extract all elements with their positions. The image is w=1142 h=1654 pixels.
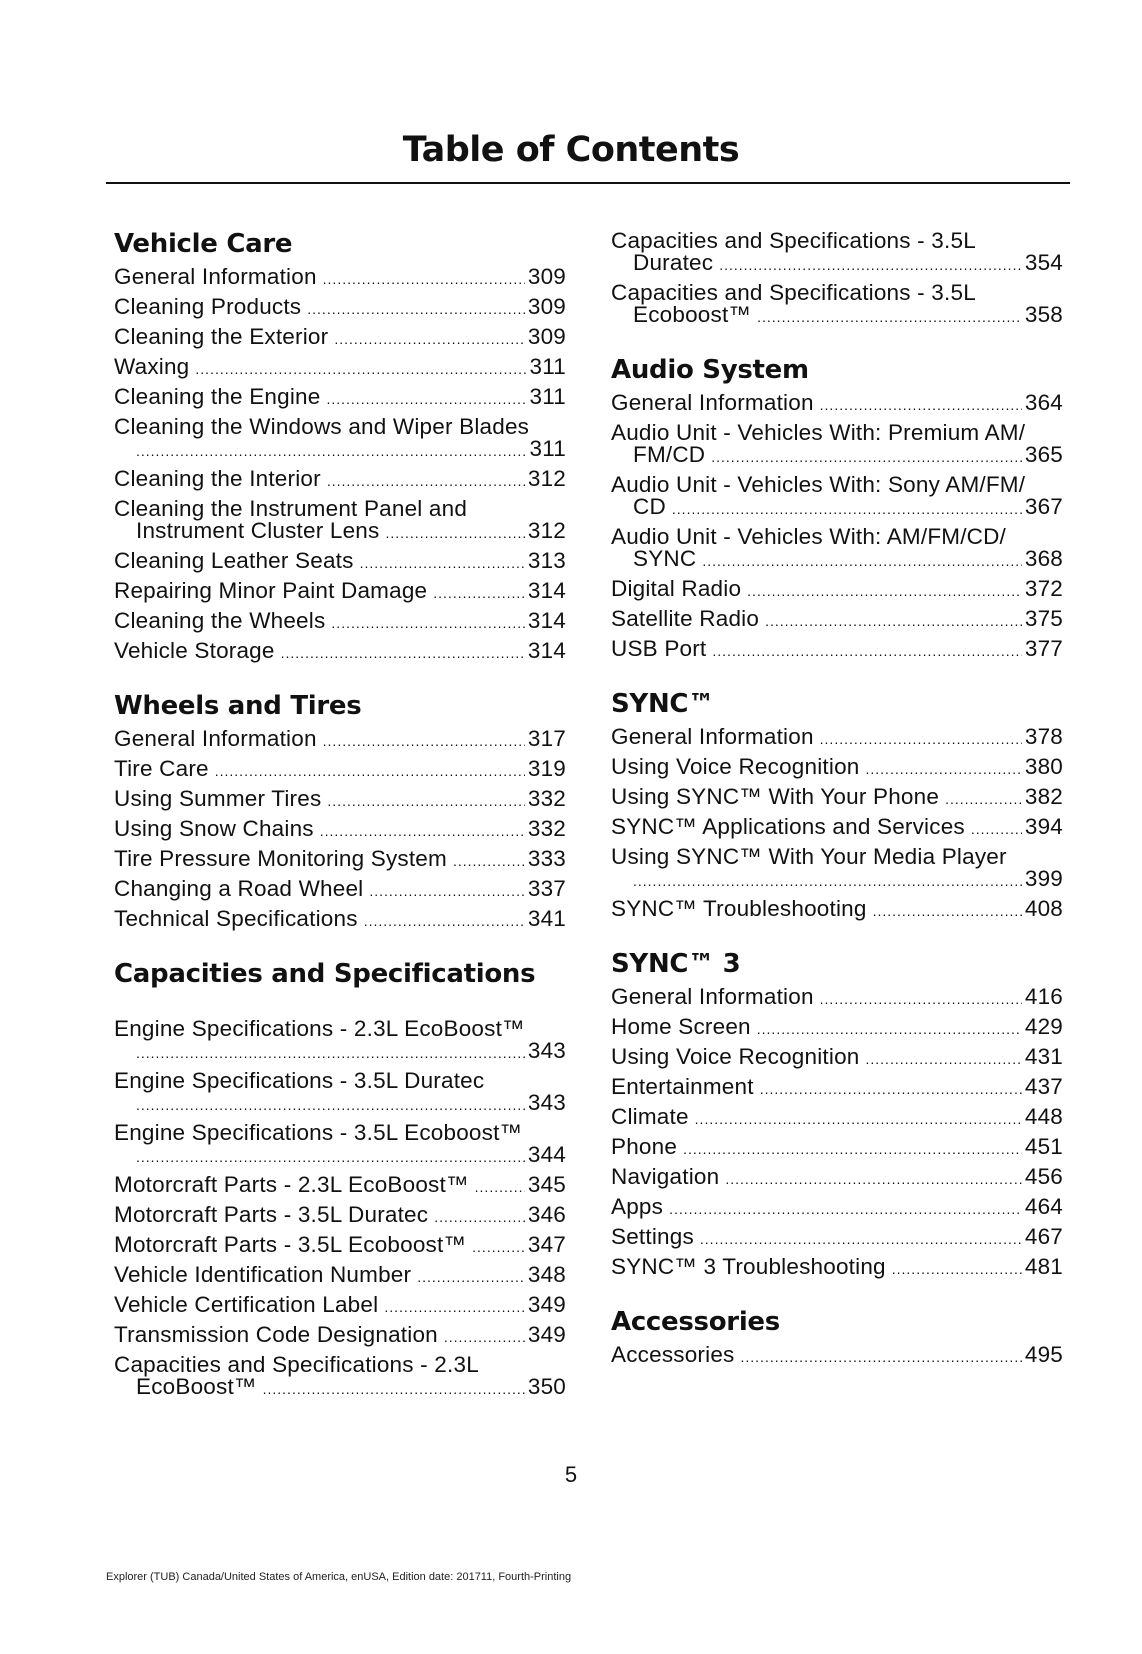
dot-leader bbox=[757, 306, 1022, 328]
toc-entry-title: SYNC™ Applications and Services bbox=[611, 814, 965, 839]
toc-entry[interactable] bbox=[114, 322, 566, 352]
toc-entry-title: Tire Pressure Monitoring System bbox=[114, 846, 447, 871]
toc-entry-title: General Information bbox=[114, 264, 317, 289]
toc-entry-title: Using Voice Recognition bbox=[611, 1044, 860, 1069]
toc-entry[interactable] bbox=[114, 844, 566, 874]
toc-entry[interactable] bbox=[611, 634, 1063, 664]
dot-leader bbox=[712, 640, 1021, 662]
toc-entry-title: Capacities and Specifications - 3.5L bbox=[611, 280, 976, 305]
dot-leader bbox=[725, 1168, 1022, 1190]
toc-entry-page: 314 bbox=[527, 608, 566, 633]
page-title: Table of Contents bbox=[402, 130, 740, 170]
toc-entry-title: Using Voice Recognition bbox=[611, 754, 860, 779]
dot-leader bbox=[757, 1018, 1022, 1040]
dot-leader bbox=[695, 1108, 1022, 1130]
toc-entry-title: Vehicle Identification Number bbox=[114, 1262, 412, 1287]
toc-section-wheels-and-tires bbox=[114, 688, 566, 934]
dot-leader bbox=[384, 1296, 525, 1318]
toc-entry-page: 378 bbox=[1024, 724, 1063, 749]
toc-entry-title: SYNC™ 3 Troubleshooting bbox=[611, 1254, 886, 1279]
toc-entry[interactable] bbox=[611, 782, 1063, 812]
toc-entry-page: 314 bbox=[527, 638, 566, 663]
dot-leader bbox=[765, 610, 1022, 632]
dot-leader bbox=[669, 1198, 1022, 1220]
toc-entry-page: 354 bbox=[1024, 250, 1063, 275]
left-column bbox=[114, 226, 566, 1424]
toc-entry-title: Using Summer Tires bbox=[114, 786, 322, 811]
toc-entry-title: Climate bbox=[611, 1104, 689, 1129]
toc-entry-page: 332 bbox=[527, 786, 566, 811]
toc-entry-page: 380 bbox=[1024, 754, 1063, 779]
toc-entry-page: 332 bbox=[527, 816, 566, 841]
toc-entry[interactable] bbox=[611, 1042, 1063, 1072]
toc-entry-title: Digital Radio bbox=[611, 576, 742, 601]
toc-entry-title: Repairing Minor Paint Damage bbox=[114, 578, 428, 603]
toc-entry-page: 348 bbox=[527, 1262, 566, 1287]
toc-entry-title: Phone bbox=[611, 1134, 678, 1159]
toc-entry-page: 394 bbox=[1024, 814, 1063, 839]
toc-entry-title: Entertainment bbox=[611, 1074, 754, 1099]
toc-entry[interactable] bbox=[611, 982, 1063, 1012]
dot-leader bbox=[323, 268, 525, 290]
toc-entry[interactable] bbox=[611, 388, 1063, 418]
toc-entry-title: Audio Unit - Vehicles With: Sony AM/FM/ bbox=[611, 472, 1026, 497]
toc-entry[interactable] bbox=[611, 470, 1063, 522]
toc-entry[interactable] bbox=[114, 352, 566, 382]
toc-entry-page: 311 bbox=[529, 354, 566, 379]
toc-entry-title: Using Snow Chains bbox=[114, 816, 314, 841]
toc-entry-title: Changing a Road Wheel bbox=[114, 876, 364, 901]
dot-leader bbox=[281, 642, 525, 664]
toc-entry[interactable] bbox=[114, 464, 566, 494]
toc-entry-page: 399 bbox=[1024, 866, 1063, 891]
toc-entry-page: 368 bbox=[1024, 546, 1063, 571]
toc-entry[interactable] bbox=[611, 812, 1063, 842]
section-heading: Audio System bbox=[611, 355, 809, 385]
toc-entry[interactable] bbox=[611, 722, 1063, 752]
toc-entry-page: 344 bbox=[527, 1142, 566, 1167]
toc-entry[interactable] bbox=[114, 1290, 566, 1320]
toc-entry-title: Using SYNC™ With Your Media Player bbox=[611, 844, 1007, 869]
toc-section-accessories bbox=[611, 1304, 1063, 1370]
toc-entry-page: 481 bbox=[1024, 1254, 1063, 1279]
toc-section-vehicle-care bbox=[114, 226, 566, 666]
toc-entry-title: Engine Specifications - 2.3L EcoBoost™ bbox=[114, 1016, 525, 1041]
dot-leader bbox=[327, 790, 524, 812]
toc-entry[interactable] bbox=[114, 784, 566, 814]
toc-entry-page: 382 bbox=[1024, 784, 1063, 809]
toc-entry-title: Technical Specifications bbox=[114, 906, 358, 931]
dot-leader bbox=[385, 522, 524, 544]
toc-entry-page: 317 bbox=[527, 726, 566, 751]
toc-entry-title: Cleaning the Interior bbox=[114, 466, 321, 491]
toc-entry-page: 464 bbox=[1024, 1194, 1063, 1219]
dot-leader bbox=[719, 254, 1022, 276]
dot-leader bbox=[711, 446, 1022, 468]
toc-entry-title: Cleaning the Exterior bbox=[114, 324, 329, 349]
dot-leader bbox=[136, 1146, 525, 1168]
toc-entry-page: 349 bbox=[527, 1292, 566, 1317]
toc-entry-title: General Information bbox=[114, 726, 317, 751]
toc-entry-title: Home Screen bbox=[611, 1014, 751, 1039]
dot-leader bbox=[331, 612, 524, 634]
toc-entry[interactable] bbox=[114, 546, 566, 576]
dot-leader bbox=[760, 1078, 1022, 1100]
toc-entry[interactable] bbox=[114, 412, 566, 464]
toc-entry[interactable] bbox=[114, 724, 566, 754]
toc-entry[interactable] bbox=[114, 1066, 566, 1118]
toc-entry-page: 375 bbox=[1024, 606, 1063, 631]
toc-entry-title: Tire Care bbox=[114, 756, 209, 781]
toc-entry-title: SYNC bbox=[633, 546, 697, 571]
toc-section-continued bbox=[611, 226, 1063, 330]
toc-entry-title: Cleaning Leather Seats bbox=[114, 548, 354, 573]
toc-entry-title: Cleaning the Windows and Wiper Blades bbox=[114, 414, 530, 439]
toc-entry[interactable] bbox=[114, 1320, 566, 1350]
toc-entry[interactable] bbox=[114, 1260, 566, 1290]
toc-entry-page: 309 bbox=[527, 264, 566, 289]
toc-entry-page: 311 bbox=[529, 384, 566, 409]
toc-entry-title: Motorcraft Parts - 3.5L Ecoboost™ bbox=[114, 1232, 467, 1257]
toc-entry-title: Engine Specifications - 3.5L Duratec bbox=[114, 1068, 485, 1093]
toc-entry[interactable] bbox=[611, 522, 1063, 574]
toc-entry-title: Capacities and Specifications - 2.3L bbox=[114, 1352, 479, 1377]
toc-entry-page: 451 bbox=[1024, 1134, 1063, 1159]
toc-entry-title: Vehicle Certification Label bbox=[114, 1292, 379, 1317]
dot-leader bbox=[683, 1138, 1022, 1160]
toc-entry-title: General Information bbox=[611, 984, 814, 1009]
toc-entry-title: Waxing bbox=[114, 354, 190, 379]
toc-entry-page: 364 bbox=[1024, 390, 1063, 415]
toc-entry-title: Cleaning Products bbox=[114, 294, 302, 319]
dot-leader bbox=[369, 880, 524, 902]
toc-entry[interactable] bbox=[611, 1192, 1063, 1222]
toc-entry-page: 448 bbox=[1024, 1104, 1063, 1129]
dot-leader bbox=[700, 1228, 1022, 1250]
toc-entry-title: Apps bbox=[611, 1194, 664, 1219]
toc-section-capacities-and-specifications bbox=[114, 956, 566, 1402]
dot-leader bbox=[433, 582, 525, 604]
toc-entry-title: Audio Unit - Vehicles With: Premium AM/ bbox=[611, 420, 1026, 445]
dot-leader bbox=[364, 910, 525, 932]
toc-entry-page: 337 bbox=[527, 876, 566, 901]
dot-leader bbox=[971, 818, 1022, 840]
dot-leader bbox=[820, 394, 1022, 416]
toc-entry-title: Vehicle Storage bbox=[114, 638, 275, 663]
dot-leader bbox=[633, 870, 1022, 892]
toc-entry-page: 333 bbox=[527, 846, 566, 871]
toc-section-sync bbox=[611, 686, 1063, 924]
dot-leader bbox=[326, 388, 526, 410]
toc-entry-page: 319 bbox=[527, 756, 566, 781]
dot-leader bbox=[417, 1266, 525, 1288]
toc-entry-page: 349 bbox=[527, 1322, 566, 1347]
title-divider bbox=[106, 182, 1070, 184]
dot-leader bbox=[444, 1326, 525, 1348]
toc-entry-title: Motorcraft Parts - 2.3L EcoBoost™ bbox=[114, 1172, 469, 1197]
toc-entry[interactable] bbox=[611, 1072, 1063, 1102]
dot-leader bbox=[741, 1346, 1022, 1368]
toc-entry[interactable] bbox=[114, 292, 566, 322]
toc-entry[interactable] bbox=[114, 1014, 566, 1066]
toc-entry[interactable] bbox=[611, 1012, 1063, 1042]
dot-leader bbox=[263, 1378, 525, 1400]
toc-entry[interactable] bbox=[114, 576, 566, 606]
toc-entry[interactable] bbox=[611, 1102, 1063, 1132]
toc-entry-page: 341 bbox=[527, 906, 566, 931]
toc-entry-page: 467 bbox=[1024, 1224, 1063, 1249]
toc-entry-page: 408 bbox=[1024, 896, 1063, 921]
toc-entry-page: 343 bbox=[527, 1090, 566, 1115]
toc-entry-page: 311 bbox=[529, 436, 566, 461]
toc-entry[interactable] bbox=[611, 278, 1063, 330]
toc-entry-title: Instrument Cluster Lens bbox=[136, 518, 380, 543]
toc-entry-page: 416 bbox=[1024, 984, 1063, 1009]
footer-edition-info: Explorer (TUB) Canada/United States of America, enUSA, Edition date: 201711, Fourth-Printing bbox=[106, 1571, 572, 1583]
toc-entry[interactable] bbox=[114, 1200, 566, 1230]
dot-leader bbox=[672, 498, 1022, 520]
section-heading: Capacities and Specifications bbox=[114, 959, 536, 989]
dot-leader bbox=[136, 1042, 525, 1064]
dot-leader bbox=[327, 470, 525, 492]
toc-entry-title: Audio Unit - Vehicles With: AM/FM/CD/ bbox=[611, 524, 1007, 549]
toc-entry-title: Transmission Code Designation bbox=[114, 1322, 438, 1347]
toc-section-audio-system bbox=[611, 352, 1063, 664]
toc-entry[interactable] bbox=[611, 752, 1063, 782]
toc-entry-page: 437 bbox=[1024, 1074, 1063, 1099]
toc-entry-title: Capacities and Specifications - 3.5L bbox=[611, 228, 976, 253]
toc-entry-page: 367 bbox=[1024, 494, 1063, 519]
section-heading: Accessories bbox=[611, 1307, 780, 1337]
toc-entry-page: 312 bbox=[527, 518, 566, 543]
toc-entry-title: Settings bbox=[611, 1224, 694, 1249]
dot-leader bbox=[360, 552, 525, 574]
section-heading: Vehicle Care bbox=[114, 229, 293, 259]
toc-entry-page: 346 bbox=[527, 1202, 566, 1227]
toc-entry-page: 495 bbox=[1024, 1342, 1063, 1367]
dot-leader bbox=[136, 1094, 525, 1116]
dot-leader bbox=[702, 550, 1022, 572]
toc-entry-page: 343 bbox=[527, 1038, 566, 1063]
toc-entry-title: EcoBoost™ bbox=[136, 1374, 257, 1399]
toc-entry-title: Motorcraft Parts - 3.5L Duratec bbox=[114, 1202, 429, 1227]
toc-entry[interactable] bbox=[611, 894, 1063, 924]
toc-entry[interactable] bbox=[611, 842, 1063, 894]
dot-leader bbox=[747, 580, 1022, 602]
toc-entry[interactable] bbox=[611, 604, 1063, 634]
toc-entry-page: 372 bbox=[1024, 576, 1063, 601]
toc-entry-page: 365 bbox=[1024, 442, 1063, 467]
toc-entry[interactable] bbox=[114, 636, 566, 666]
toc-entry-title: SYNC™ Troubleshooting bbox=[611, 896, 867, 921]
toc-entry-title: Using SYNC™ With Your Phone bbox=[611, 784, 940, 809]
dot-leader bbox=[334, 328, 525, 350]
toc-entry-title: Navigation bbox=[611, 1164, 720, 1189]
dot-leader bbox=[434, 1206, 525, 1228]
dot-leader bbox=[323, 730, 525, 752]
dot-leader bbox=[866, 758, 1022, 780]
toc-entry-title: CD bbox=[633, 494, 666, 519]
toc-entry-page: 345 bbox=[527, 1172, 566, 1197]
page-number: 5 bbox=[564, 1462, 578, 1487]
dot-leader bbox=[215, 760, 525, 782]
toc-entry-page: 314 bbox=[527, 578, 566, 603]
toc-entry-title: Cleaning the Instrument Panel and bbox=[114, 496, 468, 521]
toc-entry-title: Duratec bbox=[633, 250, 714, 275]
toc-entry-page: 309 bbox=[527, 294, 566, 319]
toc-entry-page: 312 bbox=[527, 466, 566, 491]
toc-entry[interactable] bbox=[114, 1170, 566, 1200]
toc-entry[interactable] bbox=[114, 382, 566, 412]
toc-entry-title: USB Port bbox=[611, 636, 707, 661]
toc-entry[interactable] bbox=[114, 606, 566, 636]
toc-entry-title: Engine Specifications - 3.5L Ecoboost™ bbox=[114, 1120, 523, 1145]
dot-leader bbox=[453, 850, 525, 872]
toc-entry-title: Cleaning the Engine bbox=[114, 384, 321, 409]
right-column bbox=[611, 226, 1063, 1392]
toc-entry[interactable] bbox=[114, 262, 566, 292]
toc-entry-page: 350 bbox=[527, 1374, 566, 1399]
toc-entry-page: 309 bbox=[527, 324, 566, 349]
toc-entry[interactable] bbox=[611, 1252, 1063, 1282]
dot-leader bbox=[307, 298, 525, 320]
dot-leader bbox=[475, 1176, 525, 1198]
toc-entry-title: FM/CD bbox=[633, 442, 706, 467]
toc-entry-title: General Information bbox=[611, 390, 814, 415]
toc-entry-title: General Information bbox=[611, 724, 814, 749]
dot-leader bbox=[320, 820, 525, 842]
toc-entry[interactable] bbox=[611, 1222, 1063, 1252]
toc-entry[interactable] bbox=[114, 754, 566, 784]
toc-entry-page: 358 bbox=[1024, 302, 1063, 327]
toc-entry[interactable] bbox=[114, 1118, 566, 1170]
toc-entry[interactable] bbox=[114, 1350, 566, 1402]
toc-entry-page: 377 bbox=[1024, 636, 1063, 661]
toc-entry[interactable] bbox=[611, 226, 1063, 278]
toc-section-sync-3 bbox=[611, 946, 1063, 1282]
toc-entry-title: Satellite Radio bbox=[611, 606, 760, 631]
toc-entry-page: 431 bbox=[1024, 1044, 1063, 1069]
dot-leader bbox=[820, 728, 1022, 750]
dot-leader bbox=[873, 900, 1022, 922]
toc-entry-page: 313 bbox=[527, 548, 566, 573]
toc-entry[interactable] bbox=[114, 494, 566, 546]
dot-leader bbox=[136, 440, 527, 462]
toc-entry[interactable] bbox=[114, 874, 566, 904]
toc-entry-title: Cleaning the Wheels bbox=[114, 608, 326, 633]
toc-entry-page: 347 bbox=[527, 1232, 566, 1257]
dot-leader bbox=[892, 1258, 1022, 1280]
toc-entry[interactable] bbox=[611, 1162, 1063, 1192]
dot-leader bbox=[472, 1236, 525, 1258]
dot-leader bbox=[195, 358, 526, 380]
toc-entry[interactable] bbox=[114, 1230, 566, 1260]
dot-leader bbox=[820, 988, 1022, 1010]
section-heading: Wheels and Tires bbox=[114, 691, 362, 721]
section-heading: SYNC™ 3 bbox=[611, 949, 741, 979]
dot-leader bbox=[866, 1048, 1022, 1070]
toc-entry[interactable] bbox=[114, 904, 566, 934]
toc-entry[interactable] bbox=[611, 1132, 1063, 1162]
toc-entry-title: Accessories bbox=[611, 1342, 735, 1367]
toc-entry[interactable] bbox=[611, 1340, 1063, 1370]
toc-entry-page: 429 bbox=[1024, 1014, 1063, 1039]
toc-entry[interactable] bbox=[611, 418, 1063, 470]
toc-entry-title: Ecoboost™ bbox=[633, 302, 752, 327]
toc-entry[interactable] bbox=[611, 574, 1063, 604]
section-heading: SYNC™ bbox=[611, 689, 714, 719]
dot-leader bbox=[945, 788, 1022, 810]
toc-entry[interactable] bbox=[114, 814, 566, 844]
toc-entry-page: 456 bbox=[1024, 1164, 1063, 1189]
